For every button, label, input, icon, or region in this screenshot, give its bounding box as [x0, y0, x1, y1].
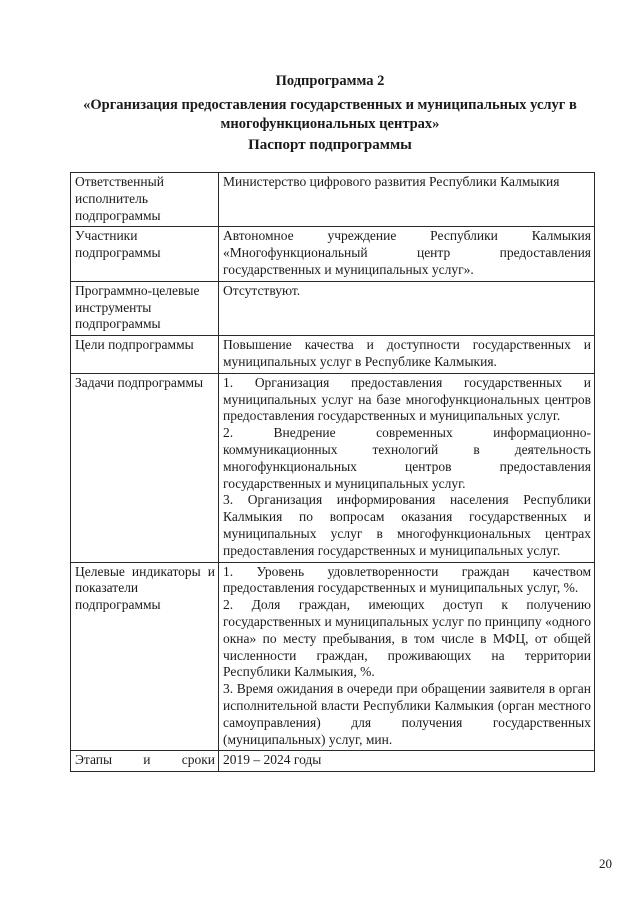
task-item: 3. Организация информирования населения Республики Калмыкия по вопросам оказания государственных и муниципальных услуг в многофункциональных центрах предоставления государственных и муниципальных услуг.	[223, 492, 591, 558]
table-row	[71, 751, 595, 772]
row-value	[219, 281, 595, 335]
table-row	[71, 373, 595, 562]
subprogram-heading: Подпрограмма 2	[275, 73, 385, 89]
row-value	[219, 227, 595, 281]
row-value	[219, 562, 595, 751]
row-label: Целевые индикаторы и показатели подпрограммы	[71, 562, 219, 751]
row-label: Задачи подпрограммы	[71, 373, 219, 562]
row-label: Ответственный исполнитель подпрограммы	[71, 173, 219, 227]
row-value	[219, 336, 595, 374]
row-label: Цели подпрограммы	[71, 336, 219, 374]
passport-heading: Паспорт подпрограммы	[248, 137, 412, 153]
indicator-item: 2. Доля граждан, имеющих доступ к получению государственных и муниципальных услуг по принципу «одного окна» по месту пребывания, в том числе в МФЦ, от общей численности граждан, проживающих на территории Республики Калмыкия, %.	[223, 597, 591, 680]
row-value	[219, 173, 595, 227]
task-item: 2. Внедрение современных информационно-коммуникационных технологий в деятельность многофункциональных центров предоставления государственных и муниципальных услуг.	[223, 425, 591, 491]
row-value-text: 2019 – 2024 годы	[223, 752, 322, 768]
row-value-text: Министерство цифрового развития Республики Калмыкия	[223, 174, 560, 189]
row-value-text: Автономное учреждение Республики Калмыкия «Многофункциональный центр предоставления государственных и муниципальных услуг».	[223, 228, 591, 277]
passport-table	[70, 172, 595, 772]
indicator-item: 3. Время ожидания в очереди при обращении заявителя в орган исполнительной власти Республики Калмыкия (орган местного самоуправления) для получения государственных (муниципальных) услуг, мин.	[223, 681, 591, 747]
page-number: 20	[599, 856, 612, 871]
task-item: 1. Организация предоставления государственных и муниципальных услуг на базе многофункциональных центров предоставления государственных и муниципальных услуг.	[223, 374, 591, 424]
subprogram-title: «Организация предоставления государственных и муниципальных услуг в многофункциональных центрах»	[83, 97, 577, 132]
table-row	[71, 562, 595, 751]
table-row	[71, 227, 595, 281]
table-row	[71, 173, 595, 227]
row-value	[219, 751, 595, 772]
table-row	[71, 336, 595, 374]
row-label: Программно-целевые инструменты подпрограммы	[71, 281, 219, 335]
row-label: Участники подпрограммы	[71, 227, 219, 281]
table-row	[71, 281, 595, 335]
row-value-text: Отсутствуют.	[223, 282, 301, 298]
indicator-item: 1. Уровень удовлетворенности граждан качеством предоставления государственных и муниципальных услуг, %.	[223, 563, 591, 596]
row-label: Этапы и сроки	[71, 751, 219, 772]
row-value-text: Повышение качества и доступности государственных и муниципальных услуг в Республике Калмыкия.	[223, 337, 591, 369]
row-value	[219, 373, 595, 562]
